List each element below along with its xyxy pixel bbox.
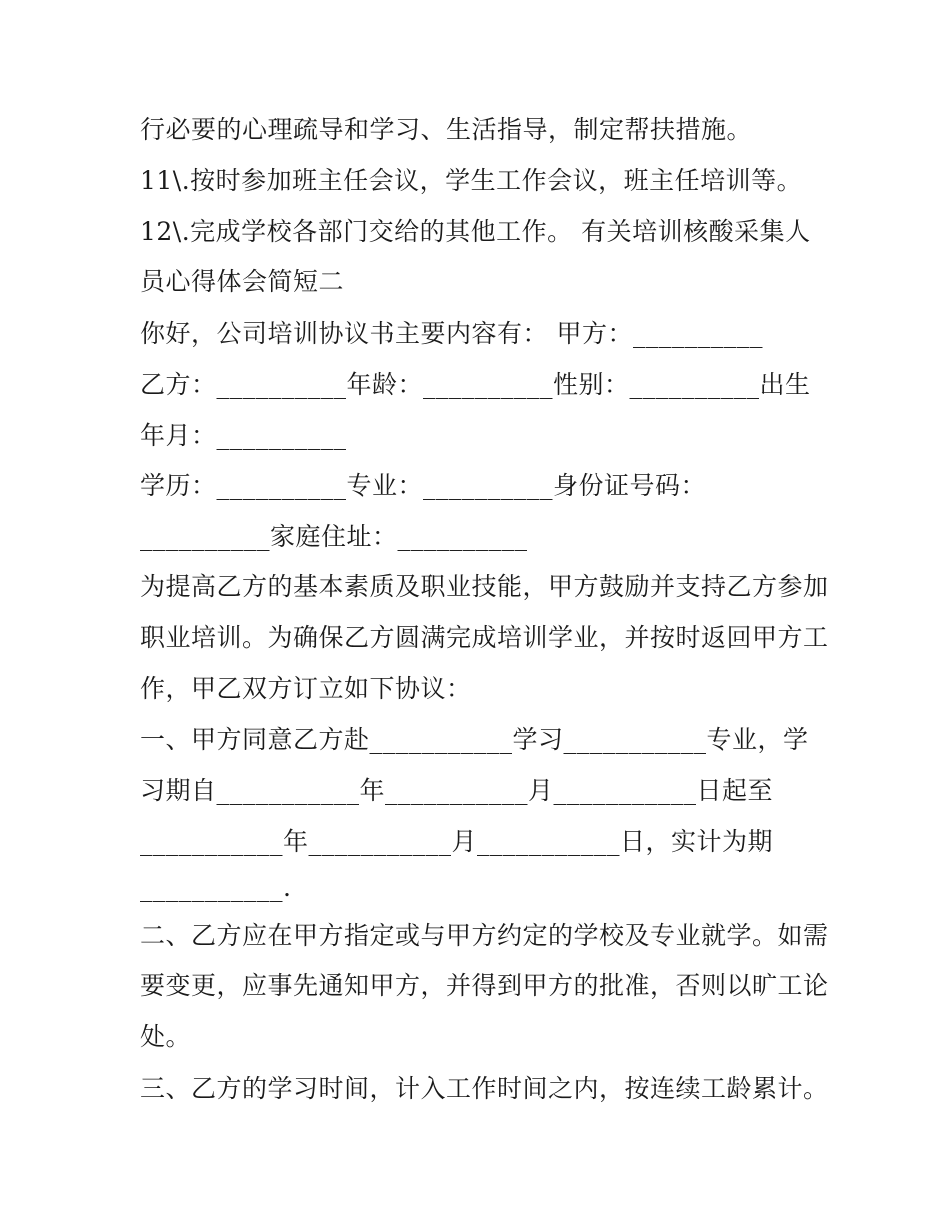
text-line: 要变更，应事先通知甲方，并得到甲方的批准，否则以旷工论 <box>140 971 829 1000</box>
text-line: 作，甲乙双方订立如下协议： <box>140 674 472 703</box>
text-line: 习期自___________年___________月___________日起至 <box>140 776 774 805</box>
text-line: 行必要的心理疏导和学习、生活指导，制定帮扶措施。 <box>140 115 753 144</box>
text-line: 11\.按时参加班主任会议，学生工作会议，班主任培训等。 <box>140 166 803 195</box>
text-line: 二、乙方应在甲方指定或与甲方约定的学校及专业就学。如需 <box>140 921 829 950</box>
text-line: 为提高乙方的基本素质及职业技能，甲方鼓励并支持乙方参加 <box>140 572 829 601</box>
text-line: 学历：__________专业：__________身份证号码： <box>140 471 707 500</box>
text-line: 员心得体会简短二 <box>140 267 345 296</box>
text-line: __________家庭住址：__________ <box>140 522 528 551</box>
text-line: 职业培训。为确保乙方圆满完成培训学业，并按时返回甲方工 <box>140 623 829 652</box>
text-line: ___________年___________月___________日，实计为期 <box>140 827 774 856</box>
text-line: ___________. <box>140 873 292 902</box>
text-line: 你好，公司培训协议书主要内容有： 甲方：__________ <box>140 319 763 348</box>
text-line: 乙方：__________年龄：__________性别：__________出生 <box>140 370 811 399</box>
text-line: 一、甲方同意乙方赴___________学习___________专业，学 <box>140 725 809 754</box>
text-line: 处。 <box>140 1022 192 1051</box>
text-line: 年月：__________ <box>140 421 347 450</box>
text-line: 12\.完成学校各部门交给的其他工作。 有关培训核酸采集人 <box>140 217 811 246</box>
text-line: 三、乙方的学习时间，计入工作时间之内，按连续工龄累计。 <box>140 1074 829 1103</box>
